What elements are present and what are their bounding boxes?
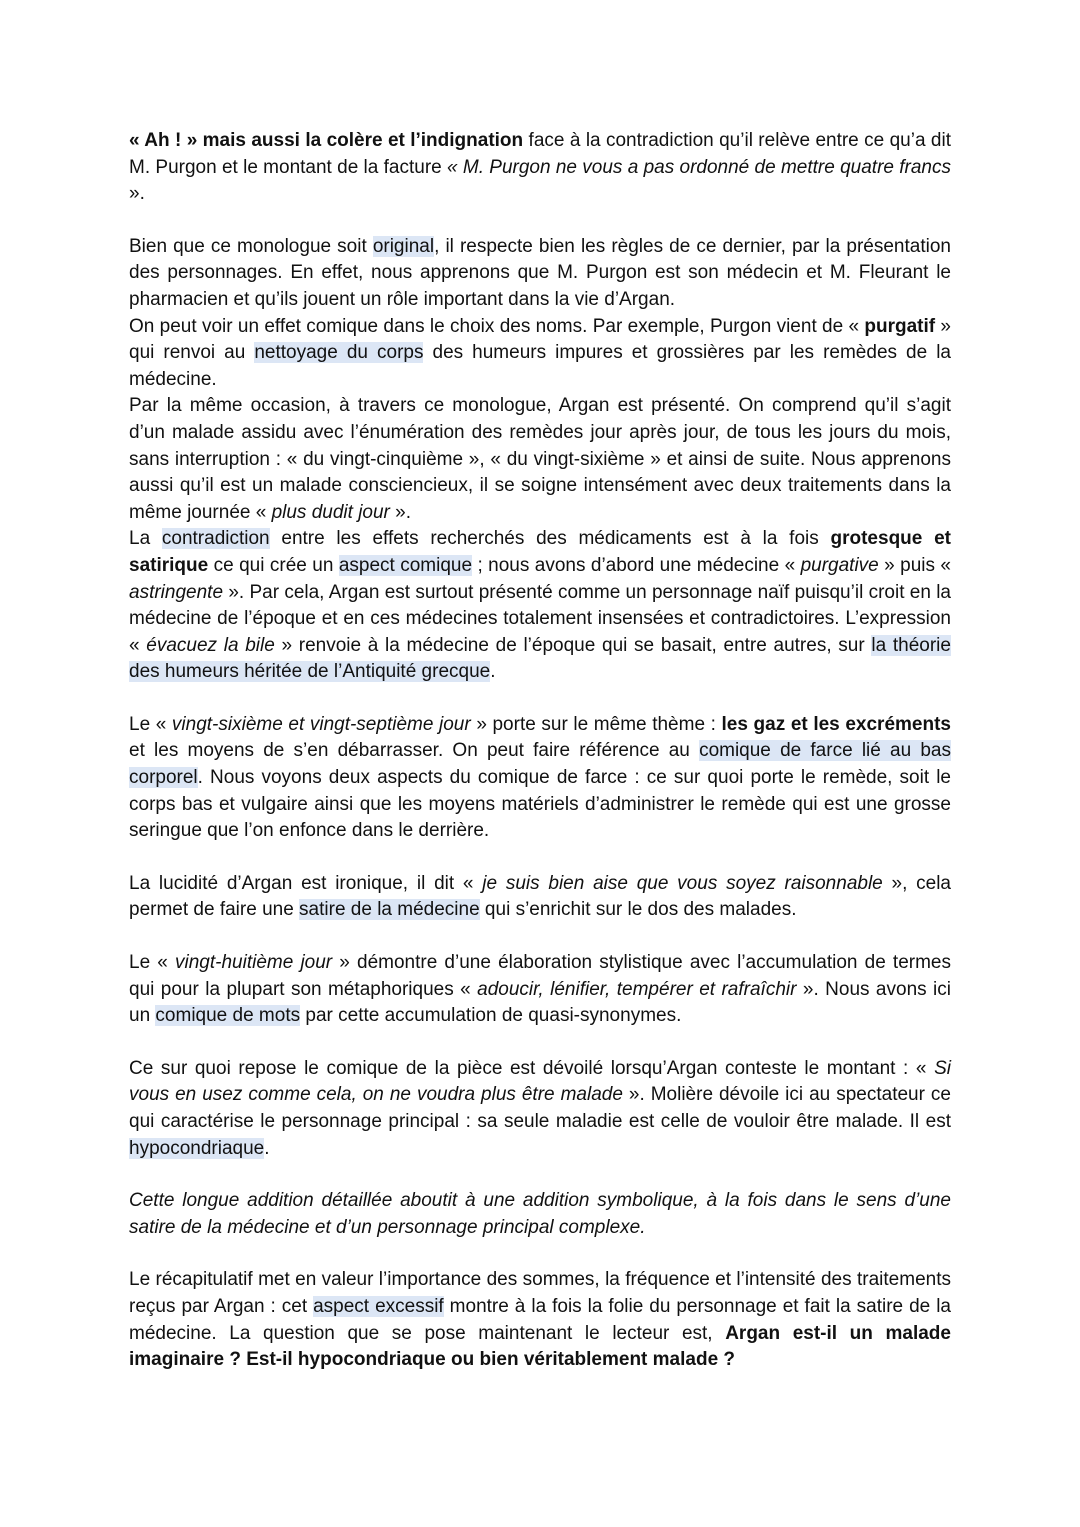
paragraph-8	[129, 950, 951, 1030]
italic-quote: vingt-sixième et vingt-septième jour	[171, 713, 471, 735]
text-run: , il respecte bien les règles de ce dernier, par la présentation des personnages. En effet, nous apprenons que M. Purgon est son médecin et M. Fleurant le pharmacien et qu’ils jouent un rôle important dans la vie d’Argan.	[129, 235, 951, 310]
highlighted-term: hypocondriaque	[129, 1137, 265, 1159]
italic-quote: vingt-huitième jour	[175, 952, 333, 974]
text-run: » démontre d’une élaboration stylistique avec l’accumulation de termes qui pour la plupart son métaphoriques «	[129, 952, 952, 1000]
text-run: La	[129, 528, 162, 550]
text-run: La lucidité d’Argan est ironique, il dit «	[129, 872, 483, 894]
italic-quote: Si vous en usez comme cela, on ne voudra plus être malade	[129, 1057, 951, 1106]
paragraph-3	[129, 314, 951, 394]
text-run: Par la même occasion, à travers ce monologue, Argan est présenté. On comprend qu’il s’agit d’un malade assidu avec l’énumération des remèdes jour après jour, de tous les jours du mois, sans interruption : « du vingt-cinquième », « du vingt-sixième » et ainsi de suite. Nous apprenons aussi qu’il est un malade consciencieux, il se soigne intensément avec deux traitements dans la même journée «	[129, 395, 951, 523]
italic-quote: je suis bien aise que vous soyez raisonnable	[482, 872, 883, 894]
text-run: » qui renvoi au	[129, 315, 951, 364]
italic-quote: adoucir, lénifier, tempérer et rafraîchir	[477, 978, 797, 1000]
text-run: », cela permet de faire une	[129, 872, 951, 921]
text-run: ».	[389, 501, 411, 523]
bold-text: les gaz et les excréments	[721, 713, 951, 735]
text-run: Le «	[129, 713, 172, 735]
text-run: » porte sur le même thème :	[470, 713, 722, 735]
text-run: ; nous avons d’abord une médecine «	[472, 554, 801, 576]
highlighted-term: comique de mots	[155, 1005, 301, 1027]
text-run: Le «	[129, 952, 176, 974]
italic-quote: « M. Purgon ne vous a pas ordonné de mettre quatre francs	[447, 156, 951, 178]
highlighted-term: aspect excessif	[313, 1295, 444, 1317]
text-run: On peut voir un effet comique dans le choix des noms. Par exemple, Purgon vient de «	[129, 315, 865, 337]
text-run: face à la contradiction qu’il relève entre ce qu’a dit M. Purgon et le montant de la facture	[129, 130, 951, 178]
highlighted-term: nettoyage du corps	[254, 342, 424, 364]
text-run: par cette accumulation de quasi-synonymes.	[300, 1005, 682, 1027]
bold-text: « Ah ! » mais aussi la colère et l’indignation	[129, 130, 524, 151]
text-run: » puis «	[878, 554, 951, 576]
highlighted-term: satire de la médecine	[299, 899, 480, 921]
text-run: . Nous voyons deux aspects du comique de farce : ce sur quoi porte le remède, soit le corps bas et vulgaire ainsi que les moyens matériels d’administrer le remède qui est une grosse seringue que l’on enfonce dans le derrière.	[129, 767, 951, 842]
paragraph-10	[129, 1188, 951, 1241]
paragraph-4	[129, 393, 951, 526]
text-run: ce qui crée un	[208, 554, 339, 576]
paragraph-gap	[129, 686, 951, 712]
highlighted-term: original	[372, 235, 435, 257]
text-run: ». Molière dévoile ici au spectateur ce qui caractérise le personnage principal : sa seule maladie est celle de vouloir être malade. Il est	[129, 1084, 951, 1132]
bold-text: purgatif	[864, 315, 936, 337]
paragraph-6	[129, 712, 951, 845]
paragraph-7	[129, 871, 951, 924]
text-run: et les moyens de s’en débarrasser. On peut faire référence au	[129, 740, 700, 762]
italic-quote: évacuez la bile	[146, 634, 275, 656]
paragraph-gap	[129, 208, 951, 234]
paragraph-gap	[129, 924, 951, 950]
text-run: ». Par cela, Argan est surtout présenté comme un personnage naïf puisqu’il croit en la médecine de l’époque et en ces médecines totalement insensées et contradictoires. L’expression «	[129, 581, 951, 656]
paragraph-gap	[129, 845, 951, 871]
paragraph-5	[129, 526, 951, 686]
text-run: Ce sur quoi repose le comique de la pièce est dévoilé lorsqu’Argan conteste le montant : «	[129, 1057, 935, 1079]
text-run: qui s’enrichit sur le dos des malades.	[479, 899, 797, 921]
text-run: » renvoie à la médecine de l’époque qui se basait, entre autres, sur	[274, 634, 872, 656]
paragraph-gap	[129, 1241, 951, 1267]
highlighted-term: aspect comique	[338, 554, 473, 576]
paragraph-gap	[129, 1030, 951, 1056]
paragraph-2	[129, 234, 951, 314]
paragraph-9	[129, 1056, 951, 1162]
italic-quote: plus dudit jour	[271, 501, 390, 523]
highlighted-term: contradiction	[161, 528, 270, 550]
italic-quote: astringente	[129, 581, 224, 603]
paragraph-11	[129, 1267, 951, 1373]
text-run: .	[490, 661, 496, 683]
text-run: montre à la fois la folie du personnage et fait la satire de la médecine. La question que se pose maintenant le lecteur est,	[129, 1295, 951, 1344]
highlighted-term: comique de farce lié au bas corporel	[129, 740, 951, 789]
text-run: .	[264, 1137, 270, 1159]
bold-text: grotesque et satirique	[129, 528, 951, 576]
text-run: entre les effets recherchés des médicaments est à la fois	[269, 528, 831, 550]
text-run: des humeurs impures et grossières par les remèdes de la médecine.	[129, 342, 951, 390]
paragraph-1	[129, 128, 951, 208]
text-run: ». Nous avons ici un	[129, 978, 952, 1027]
text-run: Le récapitulatif met en valeur l’importance des sommes, la fréquence et l’intensité des traitements reçus par Argan : cet	[129, 1269, 951, 1317]
paragraph-gap	[129, 1162, 951, 1188]
text-run: Bien que ce monologue soit	[129, 235, 373, 257]
highlighted-term: la théorie des humeurs héritée de l’Antiquité grecque	[129, 634, 951, 683]
italic-quote: purgative	[800, 554, 879, 576]
bold-question: Argan est-il un malade imaginaire ? Est-il hypocondriaque ou bien véritablement malade ?	[129, 1322, 951, 1371]
italic-conclusion: Cette longue addition détaillée aboutit à une addition symbolique, à la fois dans le sens d’une satire de la médecine et d’un personnage principal complexe.	[129, 1190, 951, 1238]
text-run: ».	[129, 183, 145, 205]
